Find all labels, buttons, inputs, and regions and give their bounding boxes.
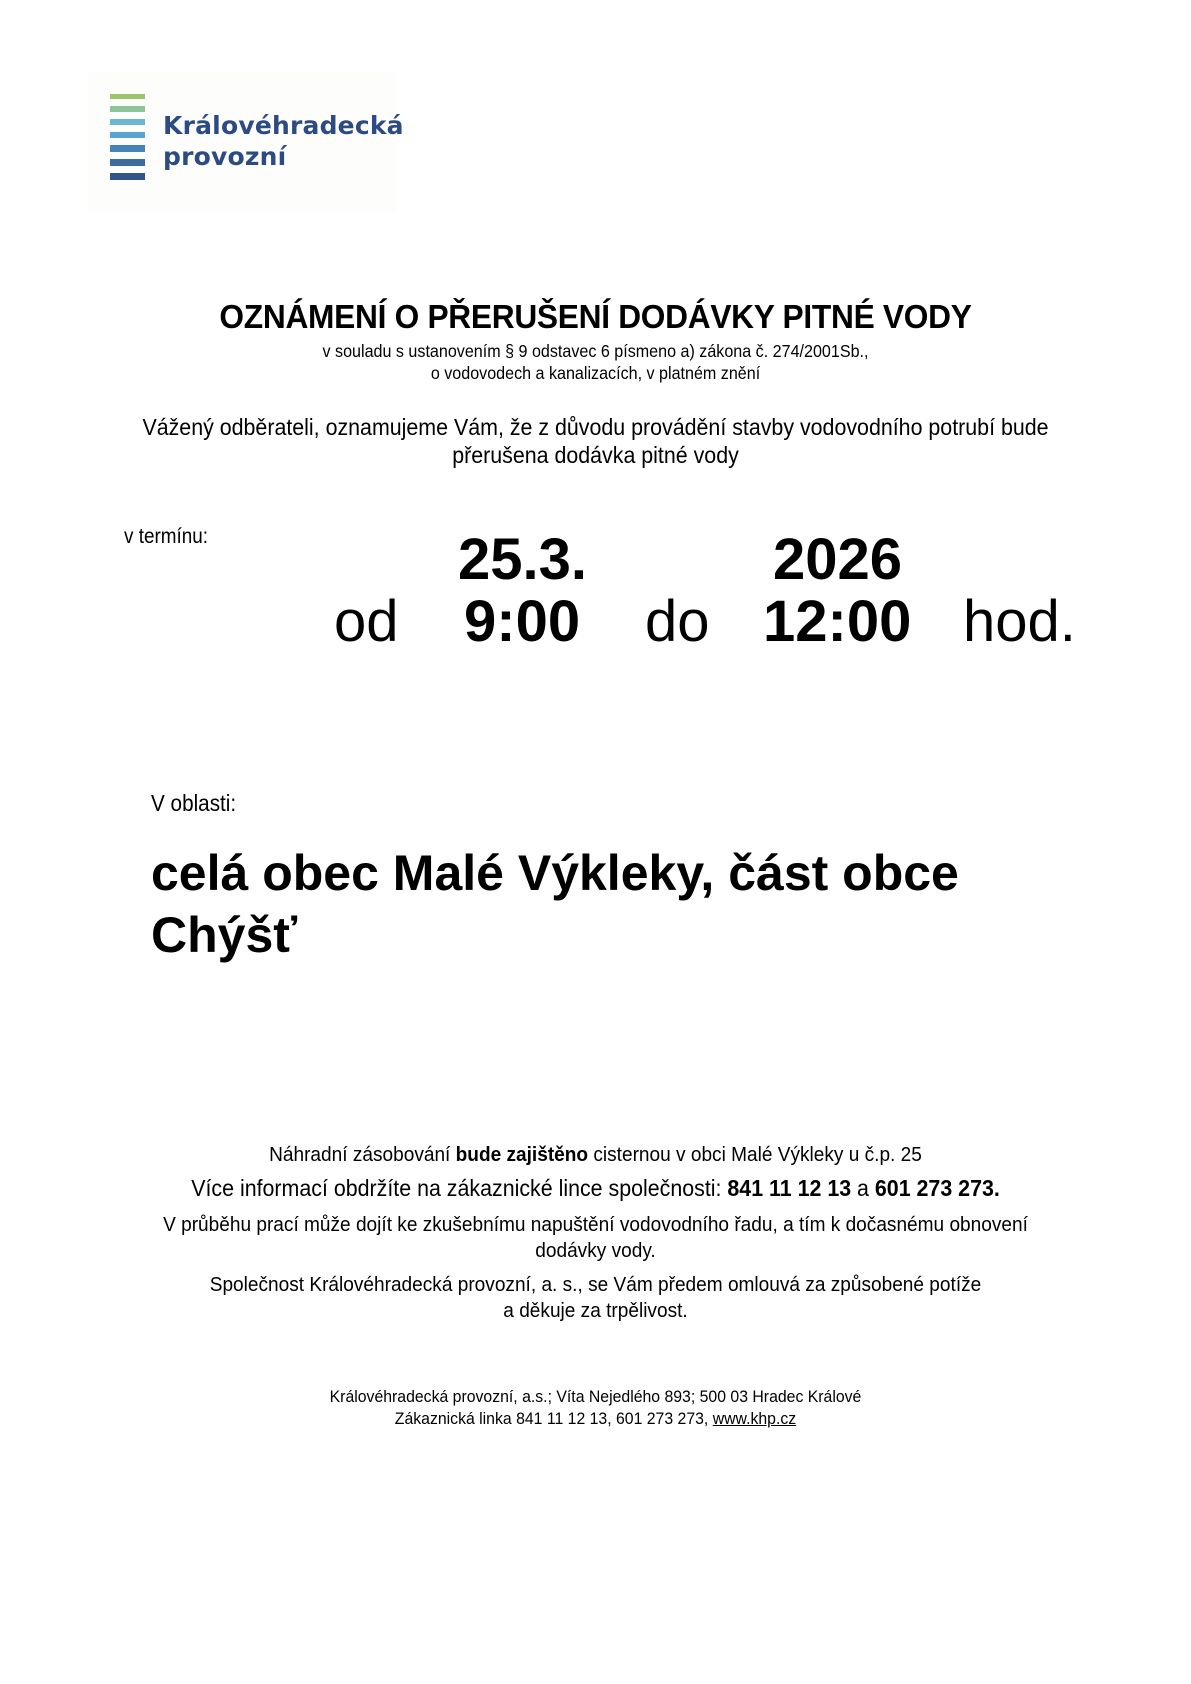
affected-area-line-2: Chýšť <box>151 907 298 963</box>
end-time-value: 12:00 <box>763 589 912 654</box>
supply-text: Náhradní zásobování <box>269 1143 456 1166</box>
contact-info <box>42 1176 1150 1201</box>
schedule-label: v termínu: <box>124 525 209 548</box>
legal-reference-line-1: v souladu s ustanovením § 9 odstavec 6 písmeno a) zákona č. 274/2001Sb., <box>322 341 869 361</box>
website-link[interactable]: www.khp.cz <box>712 1409 797 1428</box>
start-time-value: 9:00 <box>464 589 581 654</box>
intro-line-2: přerušena dodávka pitné vody <box>452 442 739 468</box>
test-fill-note-line-1: V průběhu prací může dojít ke zkušebnímu napuštění vodovodního řadu, a tím k dočasnému obnovení <box>163 1213 1028 1236</box>
supply-bold-text: bude zajištěno <box>455 1143 589 1166</box>
supply-location: cisternou v obci Malé Výkleky u č.p. 25 <box>588 1143 922 1166</box>
end-time <box>763 589 912 654</box>
logo-line-2: provozní <box>163 142 287 171</box>
affected-area-line-1: celá obec Malé Výkleky, část obce <box>151 845 959 901</box>
logo-line-1: Královéhradecká <box>163 111 404 140</box>
test-fill-note-line-2: dodávky vody. <box>535 1239 656 1262</box>
phone-number-2: 601 273 273. <box>874 1175 1000 1201</box>
logo-stripe <box>110 106 145 112</box>
outage-year <box>773 527 903 592</box>
company-logo <box>86 72 404 212</box>
to-label: do <box>645 589 710 654</box>
hours-unit: hod. <box>963 589 1076 654</box>
logo-stripe <box>110 159 145 166</box>
logo-stripes-icon <box>110 94 146 187</box>
outage-date <box>458 527 587 592</box>
logo-stripe <box>110 145 145 152</box>
outage-year-value: 2026 <box>773 527 903 592</box>
logo-stripe <box>110 173 145 180</box>
notice-title: OZNÁMENÍ O PŘERUŠENÍ DODÁVKY PITNÉ VODY <box>219 298 972 335</box>
affected-area <box>151 842 1071 966</box>
contact-conjunction: a <box>851 1175 875 1201</box>
footer-hotline-text: Zákaznická linka 841 11 12 13, 601 273 273, <box>394 1409 713 1428</box>
intro-line-1: Vážený odběrateli, oznamujeme Vám, že z důvodu provádění stavby vodovodního potrubí bude <box>142 414 1049 440</box>
outage-date-value: 25.3. <box>458 527 587 592</box>
phone-number-1: 841 11 12 13 <box>727 1175 852 1201</box>
contact-text: Více informací obdržíte na zákaznické lince společnosti: <box>191 1175 728 1201</box>
substitute-supply-info <box>42 1142 1150 1167</box>
apology-line-2: a děkuje za trpělivost. <box>503 1299 688 1322</box>
logo-stripe <box>110 94 145 99</box>
from-label: od <box>334 589 399 654</box>
apology-line-1: Společnost Královéhradecká provozní, a. s., se Vám předem omlouvá za způsobené potíže <box>209 1273 982 1296</box>
legal-reference-line-2: o vodovodech a kanalizacích, v platném znění <box>430 363 761 383</box>
logo-stripe <box>110 132 145 138</box>
footer-address: Královéhradecká provozní, a.s.; Víta Nejedlého 893; 500 03 Hradec Králové <box>329 1387 862 1406</box>
logo-wordmark <box>163 110 404 172</box>
area-label: V oblasti: <box>151 790 237 816</box>
logo-stripe <box>110 119 145 125</box>
footer-hotline <box>42 1408 1150 1430</box>
start-time <box>464 589 581 654</box>
